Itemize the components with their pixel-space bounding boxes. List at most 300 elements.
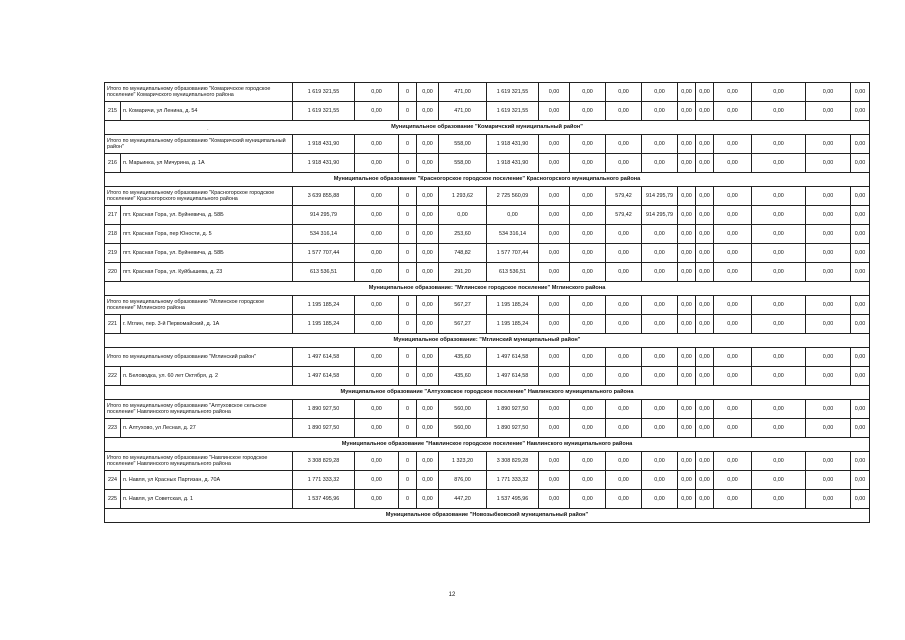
value-cell: 0,00 (752, 225, 806, 244)
value-cell: 0,00 (606, 315, 642, 334)
table-row (105, 102, 870, 121)
value-cell: 0,00 (696, 471, 714, 490)
address-cell: пгт. Красная Гора, пер Юности, д. 5 (121, 225, 293, 244)
value-cell: 0,00 (417, 400, 439, 419)
value-cell: 0,00 (539, 187, 570, 206)
value-cell: 0,00 (714, 419, 752, 438)
value-cell: 0,00 (417, 135, 439, 154)
section-title: Муниципальное образование: "Мглинский муниципальный район" (105, 334, 870, 348)
value-cell: 0,00 (851, 471, 870, 490)
value-cell: 0,00 (417, 225, 439, 244)
value-cell: 0,00 (570, 452, 606, 471)
value-cell: 0,00 (714, 244, 752, 263)
value-cell: 613 536,51 (487, 263, 539, 282)
value-cell: 0,00 (539, 400, 570, 419)
value-cell: 0,00 (355, 348, 399, 367)
value-cell: 0,00 (806, 296, 851, 315)
value-cell: 0,00 (851, 367, 870, 386)
value-cell: 0,00 (642, 367, 678, 386)
value-cell: 0,00 (851, 206, 870, 225)
value-cell: 1 195 185,24 (293, 315, 355, 334)
value-cell: 558,00 (439, 135, 487, 154)
value-cell: 0,00 (606, 102, 642, 121)
value-cell: 0 (399, 135, 417, 154)
value-cell: 0,00 (678, 187, 696, 206)
value-cell: 0,00 (355, 419, 399, 438)
value-cell: 0,00 (678, 296, 696, 315)
register-table (104, 82, 870, 523)
value-cell: 0,00 (806, 244, 851, 263)
value-cell: 0 (399, 419, 417, 438)
value-cell: 0,00 (696, 263, 714, 282)
value-cell: 0,00 (714, 367, 752, 386)
subtotal-row (105, 452, 870, 471)
value-cell: 0,00 (355, 135, 399, 154)
value-cell: 1 497 614,58 (293, 367, 355, 386)
value-cell: 1 619 321,55 (487, 102, 539, 121)
section-header-row (105, 386, 870, 400)
value-cell: 1 771 333,32 (293, 471, 355, 490)
value-cell: 0,00 (417, 490, 439, 509)
value-cell: 0,00 (606, 400, 642, 419)
value-cell: 0,00 (642, 263, 678, 282)
value-cell: 0,00 (752, 154, 806, 173)
value-cell: 613 536,51 (293, 263, 355, 282)
value-cell: 0,00 (696, 83, 714, 102)
value-cell: 0,00 (806, 102, 851, 121)
value-cell: 0,00 (642, 244, 678, 263)
value-cell: 0,00 (606, 419, 642, 438)
section-header-row (105, 173, 870, 187)
value-cell: 0,00 (696, 452, 714, 471)
row-number: 223 (105, 419, 121, 438)
value-cell: 0,00 (696, 135, 714, 154)
value-cell: 1 771 333,32 (487, 471, 539, 490)
value-cell: 1 918 431,90 (293, 135, 355, 154)
value-cell: 0,00 (806, 367, 851, 386)
value-cell: 0,00 (570, 83, 606, 102)
value-cell: 0,00 (606, 348, 642, 367)
value-cell: 1 497 614,58 (293, 348, 355, 367)
value-cell: 0,00 (539, 348, 570, 367)
value-cell: 914 295,79 (642, 206, 678, 225)
scan-mark: · (207, 127, 209, 133)
value-cell: 0,00 (606, 296, 642, 315)
value-cell: 0,00 (678, 367, 696, 386)
value-cell: 0,00 (439, 206, 487, 225)
value-cell: 3 308 829,28 (293, 452, 355, 471)
value-cell: 0,00 (355, 452, 399, 471)
row-number: 217 (105, 206, 121, 225)
value-cell: 0,00 (570, 102, 606, 121)
table-row (105, 419, 870, 438)
value-cell: 0,00 (570, 135, 606, 154)
value-cell: 0,00 (714, 83, 752, 102)
value-cell: 0,00 (642, 296, 678, 315)
value-cell: 0 (399, 187, 417, 206)
value-cell: 0,00 (714, 490, 752, 509)
value-cell: 1 890 927,50 (293, 419, 355, 438)
value-cell: 0,00 (355, 206, 399, 225)
address-cell: пгт. Красная Гора, ул. Буйневича, д. 58Б (121, 206, 293, 225)
value-cell: 0,00 (752, 296, 806, 315)
value-cell: 0,00 (355, 102, 399, 121)
section-header-row (105, 438, 870, 452)
value-cell: 0,00 (851, 154, 870, 173)
value-cell: 0,00 (642, 102, 678, 121)
value-cell: 0,00 (752, 187, 806, 206)
value-cell: 0,00 (570, 400, 606, 419)
value-cell: 0,00 (752, 244, 806, 263)
value-cell: 0,00 (642, 135, 678, 154)
value-cell: 0,00 (806, 187, 851, 206)
value-cell: 914 295,79 (293, 206, 355, 225)
subtotal-label: Итого по муниципальному образованию "Навлинское городское поселение" Навлинского муниципального района (105, 452, 293, 471)
subtotal-label: Итого по муниципальному образованию "Красногорское городское поселение" Красногорского муниципального района (105, 187, 293, 206)
value-cell: 0,00 (606, 452, 642, 471)
value-cell: 0,00 (355, 400, 399, 419)
address-cell: п. Навля, ул Красных Партизан, д. 70А (121, 471, 293, 490)
value-cell: 0,00 (752, 348, 806, 367)
value-cell: 0,00 (678, 263, 696, 282)
value-cell: 0,00 (417, 419, 439, 438)
value-cell: 1 323,20 (439, 452, 487, 471)
value-cell: 0,00 (696, 348, 714, 367)
value-cell: 0,00 (539, 83, 570, 102)
value-cell: 0,00 (355, 490, 399, 509)
value-cell: 0,00 (539, 296, 570, 315)
value-cell: 0,00 (606, 135, 642, 154)
value-cell: 0,00 (606, 490, 642, 509)
address-cell: г. Мглин, пер. 3-й Первомайский, д. 1А (121, 315, 293, 334)
subtotal-label: Итого по муниципальному образованию "Мглинский район" (105, 348, 293, 367)
value-cell: 0,00 (355, 83, 399, 102)
value-cell: 0 (399, 225, 417, 244)
value-cell: 0,00 (642, 419, 678, 438)
value-cell: 0,00 (752, 367, 806, 386)
address-cell: пгт. Красная Гора, ул. Буйневича, д. 58Б (121, 244, 293, 263)
subtotal-row (105, 348, 870, 367)
value-cell: 0,00 (642, 400, 678, 419)
value-cell: 0,00 (806, 225, 851, 244)
table-row (105, 490, 870, 509)
value-cell: 0,00 (678, 315, 696, 334)
value-cell: 0,00 (642, 348, 678, 367)
value-cell: 0,00 (570, 187, 606, 206)
value-cell: 0,00 (714, 135, 752, 154)
value-cell: 0,00 (539, 452, 570, 471)
value-cell: 0,00 (851, 452, 870, 471)
value-cell: 0,00 (714, 296, 752, 315)
value-cell: 0,00 (696, 400, 714, 419)
section-title: Муниципальное образование "Комаричский муниципальный район" (105, 121, 870, 135)
value-cell: 1 619 321,55 (487, 83, 539, 102)
value-cell: 0,00 (570, 296, 606, 315)
value-cell: 0,00 (714, 102, 752, 121)
value-cell: 560,00 (439, 400, 487, 419)
value-cell: 1 619 321,55 (293, 102, 355, 121)
value-cell: 0,00 (851, 187, 870, 206)
value-cell: 291,20 (439, 263, 487, 282)
value-cell: 1 918 431,90 (293, 154, 355, 173)
value-cell: 0,00 (539, 102, 570, 121)
value-cell: 560,00 (439, 419, 487, 438)
row-number: 221 (105, 315, 121, 334)
subtotal-row (105, 187, 870, 206)
value-cell: 0,00 (752, 471, 806, 490)
row-number: 225 (105, 490, 121, 509)
value-cell: 579,42 (606, 206, 642, 225)
value-cell: 0,00 (678, 400, 696, 419)
section-title: Муниципальное образование "Красногорское городское поселение" Красногорского муниципального района (105, 173, 870, 187)
value-cell: 0,00 (752, 83, 806, 102)
value-cell: 0,00 (696, 367, 714, 386)
value-cell: 0,00 (355, 187, 399, 206)
value-cell: 0,00 (539, 154, 570, 173)
value-cell: 0,00 (642, 471, 678, 490)
value-cell: 0,00 (417, 83, 439, 102)
value-cell: 0,00 (696, 154, 714, 173)
value-cell: 0,00 (606, 367, 642, 386)
value-cell: 0,00 (570, 206, 606, 225)
subtotal-row (105, 296, 870, 315)
value-cell: 0 (399, 471, 417, 490)
value-cell: 0,00 (417, 154, 439, 173)
address-cell: п. Комаричи, ул Ленина, д. 54 (121, 102, 293, 121)
value-cell: 0,00 (570, 419, 606, 438)
subtotal-row (105, 135, 870, 154)
value-cell: 0 (399, 102, 417, 121)
value-cell: 0 (399, 263, 417, 282)
value-cell: 0,00 (714, 400, 752, 419)
value-cell: 0,00 (539, 225, 570, 244)
value-cell: 0,00 (355, 263, 399, 282)
row-number: 218 (105, 225, 121, 244)
value-cell: 0 (399, 400, 417, 419)
value-cell: 0,00 (752, 315, 806, 334)
value-cell: 0,00 (355, 225, 399, 244)
section-title: Муниципальное образование "Новозыбковский муниципальный район" (105, 509, 870, 523)
value-cell: 567,27 (439, 296, 487, 315)
value-cell: 0,00 (714, 187, 752, 206)
value-cell: 0,00 (539, 315, 570, 334)
subtotal-label: Итого по муниципальному образованию "Мглинское городское поселение" Мглинского района (105, 296, 293, 315)
value-cell: 0,00 (642, 490, 678, 509)
value-cell: 0,00 (806, 135, 851, 154)
value-cell: 0,00 (539, 419, 570, 438)
value-cell: 0,00 (806, 400, 851, 419)
value-cell: 0,00 (678, 225, 696, 244)
value-cell: 0,00 (678, 348, 696, 367)
value-cell: 0,00 (714, 206, 752, 225)
value-cell: 0,00 (417, 452, 439, 471)
value-cell: 3 308 829,28 (487, 452, 539, 471)
value-cell: 0,00 (606, 154, 642, 173)
value-cell: 0 (399, 83, 417, 102)
value-cell: 0,00 (752, 490, 806, 509)
value-cell: 0,00 (417, 187, 439, 206)
value-cell: 0,00 (417, 102, 439, 121)
section-title: Муниципальное образование: "Мглинское городское поселение" Мглинского района (105, 282, 870, 296)
value-cell: 1 619 321,55 (293, 83, 355, 102)
value-cell: 1 890 927,50 (487, 419, 539, 438)
value-cell: 567,27 (439, 315, 487, 334)
value-cell: 0,00 (539, 490, 570, 509)
value-cell: 0,00 (570, 315, 606, 334)
value-cell: 579,42 (606, 187, 642, 206)
value-cell: 0,00 (678, 102, 696, 121)
value-cell: 0,00 (570, 490, 606, 509)
value-cell: 0,00 (678, 135, 696, 154)
value-cell: 0,00 (714, 348, 752, 367)
value-cell: 0,00 (417, 471, 439, 490)
value-cell: 0,00 (570, 244, 606, 263)
value-cell: 0,00 (355, 244, 399, 263)
value-cell: 435,60 (439, 367, 487, 386)
table-row (105, 206, 870, 225)
value-cell: 0,00 (642, 225, 678, 244)
value-cell: 0,00 (696, 206, 714, 225)
value-cell: 1 577 707,44 (487, 244, 539, 263)
value-cell: 0,00 (851, 83, 870, 102)
value-cell: 1 918 431,90 (487, 135, 539, 154)
value-cell: 0,00 (851, 135, 870, 154)
value-cell: 534 316,14 (487, 225, 539, 244)
value-cell: 0,00 (606, 263, 642, 282)
value-cell: 0,00 (678, 490, 696, 509)
section-header-row (105, 282, 870, 296)
value-cell: 0,00 (851, 102, 870, 121)
value-cell: 0,00 (714, 471, 752, 490)
value-cell: 253,60 (439, 225, 487, 244)
value-cell: 1 497 614,58 (487, 348, 539, 367)
value-cell: 0,00 (678, 154, 696, 173)
row-number: 216 (105, 154, 121, 173)
value-cell: 0 (399, 348, 417, 367)
value-cell: 0,00 (714, 225, 752, 244)
value-cell: 1 293,62 (439, 187, 487, 206)
value-cell: 0,00 (417, 315, 439, 334)
value-cell: 1 497 614,58 (487, 367, 539, 386)
value-cell: 0,00 (570, 154, 606, 173)
value-cell: 0,00 (696, 225, 714, 244)
value-cell: 0,00 (355, 296, 399, 315)
address-cell: п. Навля, ул Советская, д. 1 (121, 490, 293, 509)
value-cell: 0,00 (487, 206, 539, 225)
value-cell: 0,00 (417, 367, 439, 386)
subtotal-row (105, 400, 870, 419)
value-cell: 0,00 (806, 452, 851, 471)
value-cell: 0,00 (696, 187, 714, 206)
value-cell: 0,00 (851, 263, 870, 282)
value-cell: 0,00 (752, 452, 806, 471)
section-title: Муниципальное образование "Навлинское городское поселение" Навлинского муниципального района (105, 438, 870, 452)
value-cell: 447,20 (439, 490, 487, 509)
row-number: 219 (105, 244, 121, 263)
value-cell: 0,00 (539, 244, 570, 263)
value-cell: 0,00 (806, 348, 851, 367)
address-cell: п. Алтухово, ул Лесная, д. 27 (121, 419, 293, 438)
subtotal-label: Итого по муниципальному образованию "Комаричский муниципальный район" (105, 135, 293, 154)
value-cell: 1 537 495,96 (487, 490, 539, 509)
value-cell: 0,00 (806, 206, 851, 225)
value-cell: 0,00 (806, 419, 851, 438)
row-number: 215 (105, 102, 121, 121)
value-cell: 0,00 (752, 102, 806, 121)
value-cell: 0,00 (696, 315, 714, 334)
value-cell: 0,00 (642, 83, 678, 102)
value-cell: 748,82 (439, 244, 487, 263)
value-cell: 0,00 (642, 154, 678, 173)
value-cell: 0,00 (851, 490, 870, 509)
value-cell: 1 195 185,24 (487, 315, 539, 334)
value-cell: 0,00 (606, 225, 642, 244)
value-cell: 0,00 (355, 154, 399, 173)
value-cell: 0,00 (752, 206, 806, 225)
value-cell: 0,00 (696, 244, 714, 263)
value-cell: 1 537 495,96 (293, 490, 355, 509)
value-cell: 435,60 (439, 348, 487, 367)
value-cell: 0,00 (806, 83, 851, 102)
value-cell: 0,00 (417, 244, 439, 263)
value-cell: 0 (399, 244, 417, 263)
value-cell: 0,00 (752, 419, 806, 438)
value-cell: 534 316,14 (293, 225, 355, 244)
value-cell: 0,00 (417, 206, 439, 225)
value-cell: 0 (399, 154, 417, 173)
page-number: 12 (448, 592, 456, 598)
value-cell: 0,00 (642, 452, 678, 471)
value-cell: 0,00 (606, 244, 642, 263)
value-cell: 0,00 (806, 263, 851, 282)
value-cell: 0,00 (714, 452, 752, 471)
register-body (105, 83, 870, 523)
value-cell: 0 (399, 315, 417, 334)
value-cell: 0,00 (539, 206, 570, 225)
value-cell: 0,00 (355, 367, 399, 386)
row-number: 222 (105, 367, 121, 386)
value-cell: 0,00 (678, 419, 696, 438)
value-cell: 3 639 855,88 (293, 187, 355, 206)
table-row (105, 367, 870, 386)
value-cell: 914 295,79 (642, 187, 678, 206)
value-cell: 876,00 (439, 471, 487, 490)
value-cell: 0 (399, 296, 417, 315)
value-cell: 1 918 431,90 (487, 154, 539, 173)
value-cell: 1 890 927,50 (487, 400, 539, 419)
table-row (105, 154, 870, 173)
value-cell: 0,00 (606, 471, 642, 490)
value-cell: 1 890 927,50 (293, 400, 355, 419)
value-cell: 558,00 (439, 154, 487, 173)
value-cell: 1 195 185,24 (487, 296, 539, 315)
value-cell: 0 (399, 367, 417, 386)
subtotal-label: Итого по муниципальному образованию "Алтуховское сельское поселение" Навлинского муниципального района (105, 400, 293, 419)
value-cell: 471,00 (439, 83, 487, 102)
value-cell: 0,00 (851, 315, 870, 334)
subtotal-label: Итого по муниципальному образованию "Комаричское городское поселение" Комаричского муниципального района (105, 83, 293, 102)
subtotal-row (105, 83, 870, 102)
value-cell: 0,00 (570, 367, 606, 386)
value-cell: 0,00 (851, 296, 870, 315)
value-cell: 0 (399, 490, 417, 509)
value-cell: 0,00 (696, 296, 714, 315)
value-cell: 0,00 (696, 490, 714, 509)
value-cell: 0,00 (696, 102, 714, 121)
table-row (105, 315, 870, 334)
section-header-row (105, 509, 870, 523)
value-cell: 0,00 (570, 263, 606, 282)
